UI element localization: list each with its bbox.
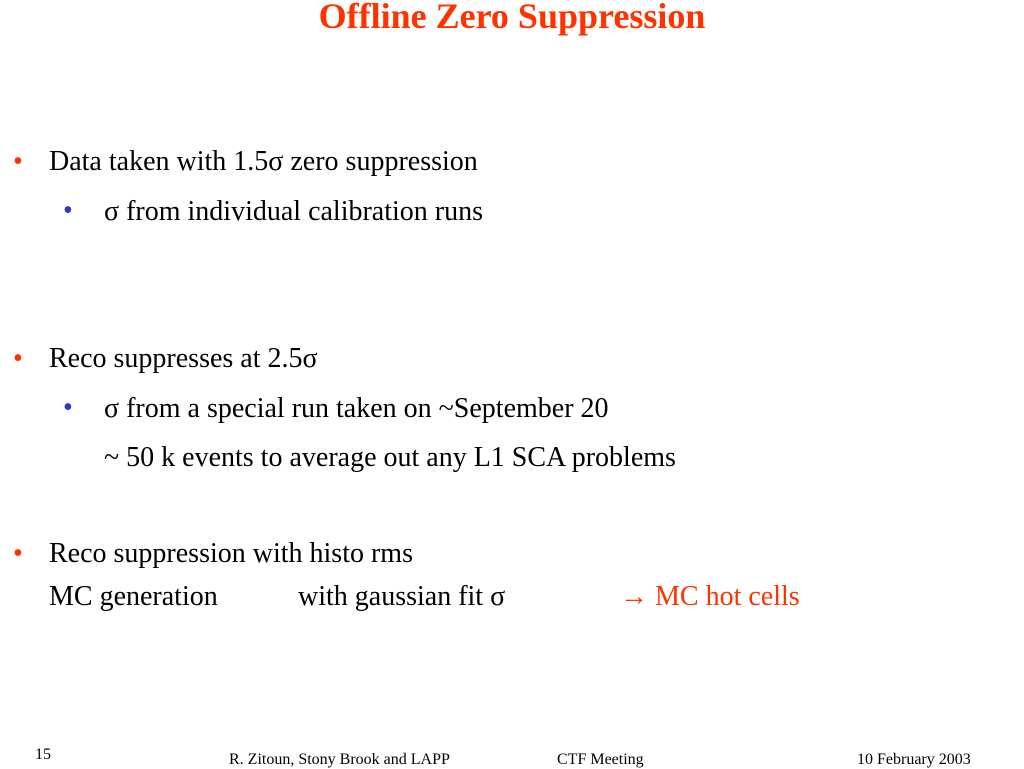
bullet-item-2: Reco suppresses at 2.5σ xyxy=(49,343,318,374)
sub-bullet-icon: • xyxy=(63,392,73,423)
sub-bullet-item-1-1: σ from individual calibration runs xyxy=(104,196,484,227)
bullet-icon: • xyxy=(13,146,23,177)
footer-author: R. Zitoun, Stony Brook and LAPP xyxy=(229,751,450,768)
footer-meeting: CTF Meeting xyxy=(557,751,644,768)
bullet-icon: • xyxy=(13,538,23,569)
continuation-line: ~ 50 k events to average out any L1 SCA problems xyxy=(104,442,676,473)
footer-date: 10 February 2003 xyxy=(857,751,971,768)
item-3-line2-middle: with gaussian fit σ xyxy=(298,581,506,612)
sub-bullet-item-2-1: σ from a special run taken on ~September 20 xyxy=(104,393,609,424)
bullet-icon: • xyxy=(13,343,23,374)
sub-bullet-icon: • xyxy=(63,195,73,226)
slide-title: Offline Zero Suppression xyxy=(318,0,706,36)
bullet-item-3: Reco suppression with histo rms xyxy=(49,538,413,569)
bullet-item-1: Data taken with 1.5σ zero suppression xyxy=(49,146,478,177)
mc-hot-cells-highlight: → MC hot cells xyxy=(620,581,800,612)
page-number: 15 xyxy=(35,746,51,763)
item-3-line2-left: MC generation xyxy=(49,581,218,612)
